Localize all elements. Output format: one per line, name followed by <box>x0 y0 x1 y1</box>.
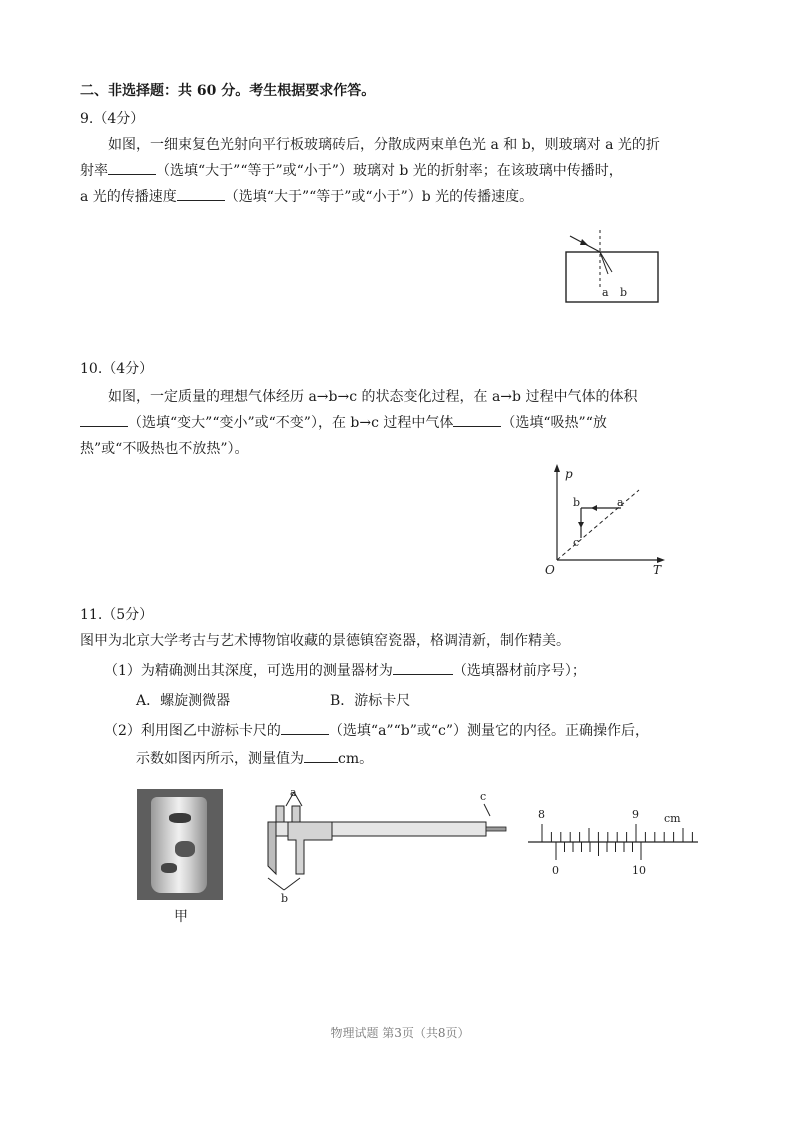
inner-jaw-fixed <box>276 806 284 822</box>
q11-part2-line2 <box>136 748 373 768</box>
q10-line2-post: （选填“吸热”“放 <box>501 415 607 431</box>
glass-slab-rect <box>566 252 658 302</box>
answer-blank-1[interactable] <box>108 160 156 175</box>
caliper-label-b: b <box>281 892 289 905</box>
q10-number: 10.（4分） <box>80 361 154 377</box>
q11-option-a: A．螺旋测微器 <box>136 693 231 709</box>
vase-pattern-2 <box>175 841 195 857</box>
caliper-label-a: a <box>290 786 297 799</box>
q10-line2-mid: （选填“变大”“变小”或“不变”），在 b→c 过程中气体 <box>128 415 454 431</box>
isochore-dashed-line <box>557 490 639 560</box>
origin-label: O <box>545 563 555 577</box>
q11-part2-post: （选填“a”“b”或“c”）测量它的内径。正确操作后， <box>328 723 650 739</box>
main-scale-ticks <box>542 824 692 842</box>
p-axis-arrow-icon <box>554 464 560 472</box>
label-a: a <box>602 286 609 299</box>
q10-text <box>80 384 700 462</box>
pointer-b-left <box>268 878 284 890</box>
pointer-c <box>484 804 490 816</box>
q11-part1 <box>104 660 586 680</box>
answer-blank-4[interactable] <box>453 412 501 427</box>
fig-jia-label: 甲 <box>174 909 188 925</box>
q11-part2-line2-pre: 示数如图丙所示，测量值为 <box>136 751 304 767</box>
point-b-label: b <box>573 496 581 509</box>
point-a-label: a <box>617 496 624 509</box>
depth-rod <box>486 827 506 831</box>
answer-blank-2[interactable] <box>177 186 225 201</box>
q11-part1-pre: （1）为精确测出其深度，可选用的测量器材为 <box>104 663 393 679</box>
vase-pattern-1 <box>169 813 191 823</box>
label-b: b <box>620 286 628 299</box>
main-scale-8: 8 <box>538 808 545 821</box>
q9-line2-post: （选填“大于”“等于”或“小于”）玻璃对 b 光的折射率；在该玻璃中传播时， <box>156 163 623 179</box>
page-footer: 物理试题 第3页（共8页） <box>330 1026 470 1040</box>
vernier-scale-0: 0 <box>552 864 559 877</box>
inner-jaw-moving <box>292 806 300 822</box>
caliper-label-c: c <box>480 790 487 803</box>
q11-option-b: B．游标卡尺 <box>330 693 411 709</box>
p-label: p <box>565 467 573 481</box>
q9-line3-post: （选填“大于”“等于”或“小于”）b 光的传播速度。 <box>224 189 534 205</box>
q9-line2 <box>80 158 700 184</box>
vernier-caliper-figure <box>258 786 514 910</box>
porcelain-photo <box>137 789 223 900</box>
vernier-slider <box>288 822 332 874</box>
q11-part1-post: （选填器材前序号）； <box>452 663 586 679</box>
q9-line1: 如图，一细束复色光射向平行板玻璃砖后，分散成两束单色光 a 和 b，则玻璃对 a 光的折 <box>108 137 660 153</box>
q11-intro: 图甲为北京大学考古与艺术博物馆收藏的景德镇窑瓷器，格调清新，制作精美。 <box>80 633 570 649</box>
answer-blank-5[interactable] <box>393 660 453 675</box>
vernier-scale-ticks <box>556 842 641 860</box>
q11-number: 11.（5分） <box>80 607 154 623</box>
glass-slab-figure <box>560 228 670 312</box>
porcelain-vase-image <box>151 797 207 893</box>
q10-line3: 热”或“不吸热也不放热”）。 <box>80 441 249 457</box>
q11-part2 <box>104 720 649 740</box>
p-t-graph <box>545 462 675 582</box>
scale-unit-cm: cm <box>664 812 681 825</box>
q9-text <box>80 132 700 210</box>
pointer-b-right <box>284 878 300 890</box>
q11-part2-line2-post: cm。 <box>338 751 374 767</box>
vase-pattern-3 <box>161 863 177 873</box>
answer-blank-7[interactable] <box>304 748 338 763</box>
main-scale-9: 9 <box>632 808 639 821</box>
q10-line2 <box>80 410 700 436</box>
q9-line3-pre: a 光的传播速度 <box>80 189 177 205</box>
t-label: T <box>653 563 662 577</box>
answer-blank-3[interactable] <box>80 412 128 427</box>
q9-line3 <box>80 184 700 210</box>
incident-arrow-icon <box>580 239 588 245</box>
q9-line2-pre: 射率 <box>80 163 108 179</box>
q10-line1: 如图，一定质量的理想气体经历 a→b→c 的状态变化过程，在 a→b 过程中气体的体积 <box>108 389 638 405</box>
arrow-b-to-c-icon <box>578 522 584 528</box>
section-heading: 二、非选择题：共 60 分。考生根据要求作答。 <box>80 83 376 99</box>
point-c-label: c <box>573 536 580 549</box>
vernier-scale-figure <box>528 806 708 884</box>
vernier-scale-10: 10 <box>632 864 646 877</box>
arrow-a-to-b-icon <box>591 505 597 511</box>
outer-jaw-fixed <box>268 822 276 874</box>
q9-number: 9.（4分） <box>80 111 145 127</box>
q11-part2-pre: （2）利用图乙中游标卡尺的 <box>104 723 281 739</box>
answer-blank-6[interactable] <box>281 720 329 735</box>
